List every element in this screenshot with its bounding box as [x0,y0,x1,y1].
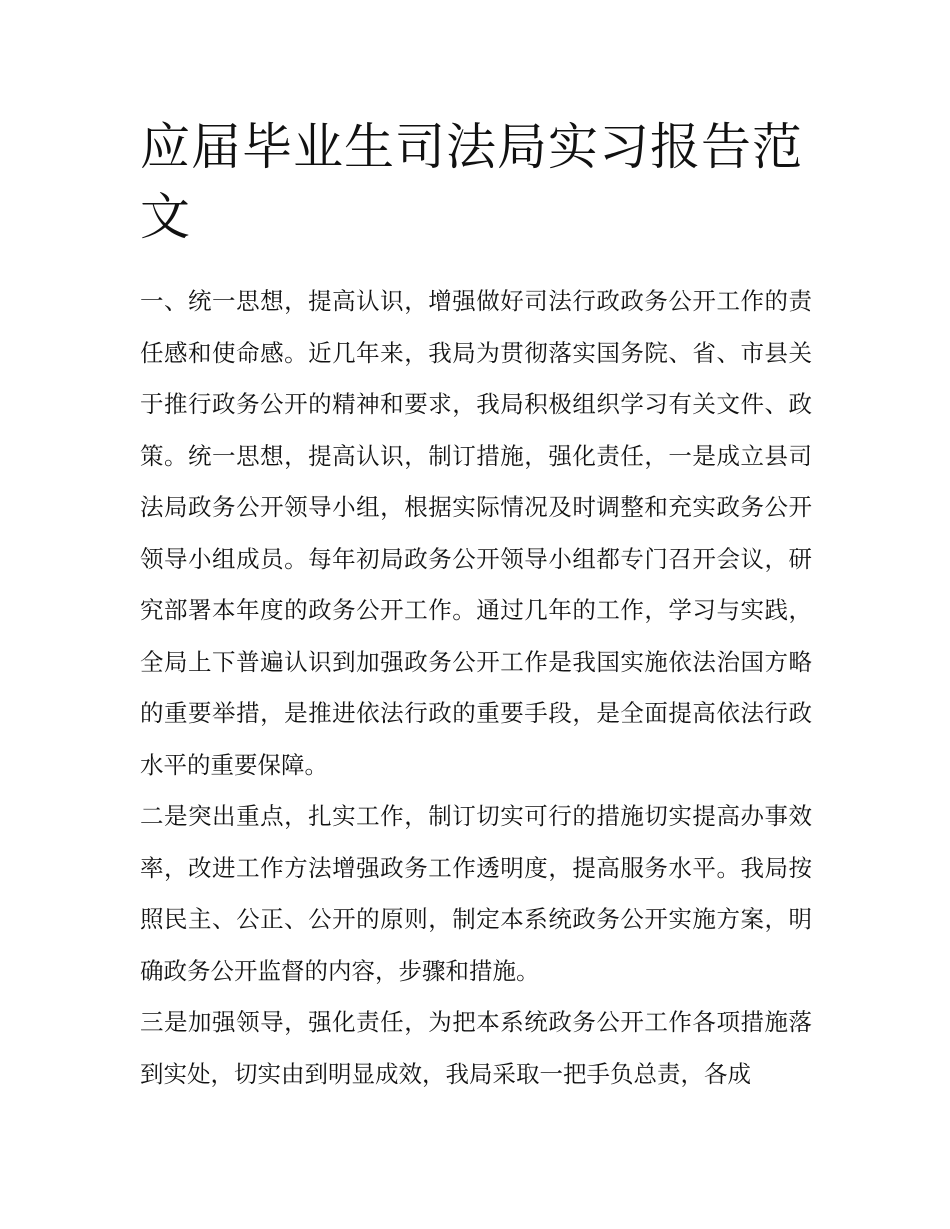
paragraph-3: 三是加强领导，强化责任，为把本系统政务公开工作各项措施落到实处，切实由到明显成效，我局采取一把手负总责，各成 [140,1008,812,1088]
paragraph-2: 二是突出重点，扎实工作，制订切实可行的措施切实提高办事效率，改进工作方法增强政务工作透明度，提高服务水平。我局按照民主、公正、公开的原则，制定本系统政务公开实施方案，明确政务公开监督的内容，步骤和措施。 [140,802,812,985]
paragraph-list [140,276,812,1100]
paragraph-1: 一、统一思想，提高认识，增强做好司法行政政务公开工作的责任感和使命感。近几年来，我局为贯彻落实国务院、省、市县关于推行政务公开的精神和要求，我局积极组织学习有关文件、政策。统一思想，提高认识，制订措施，强化责任，一是成立县司法局政务公开领导小组，根据实际情况及时调整和充实政务公开领导小组成员。每年初局政务公开领导小组都专门召开会议，研究部署本年度的政务公开工作。通过几年的工作，学习与实践，全局上下普遍认识到加强政务公开工作是我国实施依法治国方略的重要举措，是推进依法行政的重要手段，是全面提高依法行政水平的重要保障。 [140,287,812,779]
document-title: 应届毕业生司法局实习报告范文 [140,118,803,246]
document-body [140,112,812,1100]
